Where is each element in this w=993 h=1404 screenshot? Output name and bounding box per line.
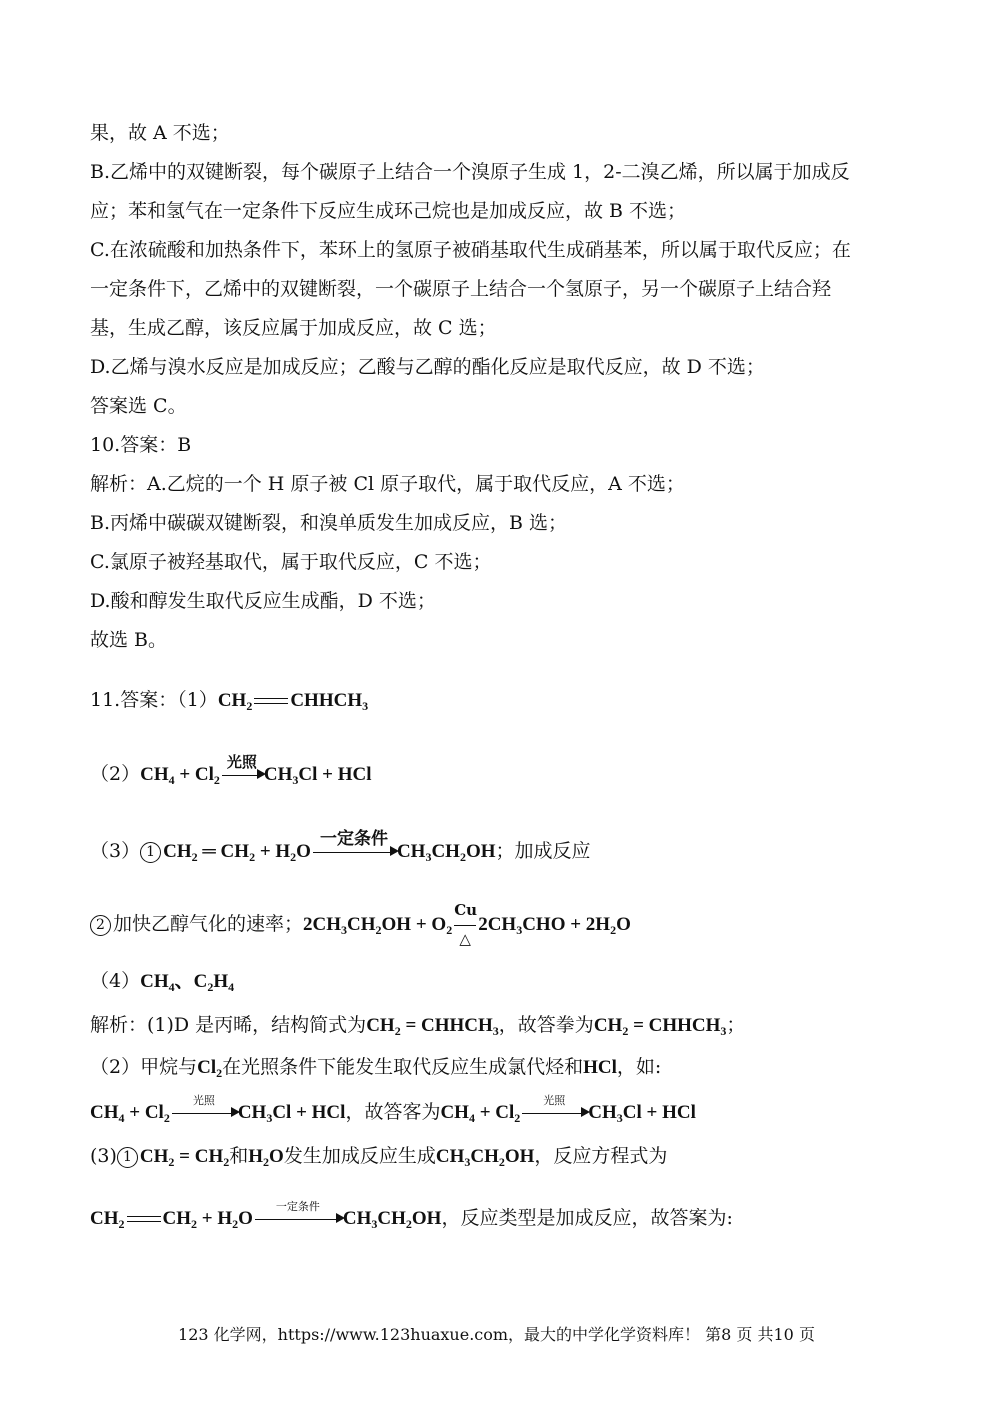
arrow-condition: 光照 <box>226 752 257 771</box>
text-line: C.在浓硫酸和加热条件下，苯环上的氢原子被硝基取代生成硝基苯，所以属于取代反应；在 <box>90 239 851 261</box>
analysis-line: $CH_4 + Cl_2$ 光照 $CH_3Cl$ + HCl，故答客为$CH_4 + Cl_2$ 光照 $CH_3Cl$ + HCl <box>90 1100 893 1125</box>
text: 加快乙醇气化的速率； <box>113 913 304 935</box>
analysis-line: (3) 1 $CH_2 = CH_2$和$H_2O$发生加成反应生成$CH_3CH_2OH$，反应方程式为 <box>90 1145 668 1169</box>
text: 在光照条件下能发生取代反应生成氯代烃和 <box>222 1056 584 1078</box>
analysis-line: $CH_2$ $CH_2 + H_2O$ 一定条件 $CH_3CH_2OH$，反应类型是加成反应，故答案为: <box>90 1206 893 1231</box>
part-label: （3） <box>90 840 141 862</box>
text-line: 故选 B。 <box>90 629 168 651</box>
text-line: D.酸和醇发生取代反应生成酯，D 不选； <box>90 590 436 612</box>
answer-11-part1: 11.答案：$(1)CH_2$ $CHHCH_3$ <box>90 689 369 713</box>
page-footer: 123 化学网，https://www.123huaxue.com，最大的中学化学资料库！ 第8 页 共10 页 <box>178 1325 815 1344</box>
text-line: 一定条件下，乙烯中的双键断裂，一个碳原子上结合一个氢原子，另一个碳原子上结合羟 <box>90 278 832 300</box>
text-line: 果，故 A 不选； <box>90 122 230 144</box>
text: ，故答拳为 <box>498 1014 594 1036</box>
text: ，如: <box>616 1056 662 1078</box>
text-line: B.乙烯中的双键断裂，每个碳原子上结合一个溴原子生成 1，2-二溴乙烯，所以属于加成反 <box>90 161 850 183</box>
part-label: （2） <box>90 763 141 785</box>
reaction-type: ；加成反应 <box>495 840 591 862</box>
arrow-condition: 光照 <box>543 1093 566 1107</box>
arrow-condition: 光照 <box>192 1093 215 1107</box>
text: （2）甲烷与 <box>90 1056 198 1078</box>
text: 解析：(1)D 是丙晞，结构简式为 <box>90 1014 367 1036</box>
answer-10: 10.答案：B <box>90 434 192 456</box>
part-label: （4） <box>90 970 141 992</box>
text: ，反应方程式为 <box>534 1145 668 1167</box>
text-line: 解析：A.乙烷的一个 H 原子被 Cl 原子取代，属于取代反应，A 不选； <box>90 473 685 495</box>
answer-11-part4: $(4)CH_4$、$C_2H_4$ <box>90 970 235 994</box>
circled-number: 2 <box>90 915 111 936</box>
text-line: 答案选 C。 <box>90 395 187 417</box>
text-line: 基，生成乙醇，该反应属于加成反应，故 C 选； <box>90 317 497 339</box>
text-line: 应；苯和氢气在一定条件下反应生成环己烷也是加成反应，故 B 不选； <box>90 200 687 222</box>
answer-11-part3: （3） 1 $CH_2$ ═ $CH_2 + H_2O$ 一定条件 $CH_3CH_2OH$；加成反应 <box>90 828 591 864</box>
text: 和 <box>229 1145 249 1167</box>
analysis-line: （2）甲烷与$Cl_2$在光照条件下能发生取代反应生成氯代烃和HCl，如: <box>90 1056 662 1080</box>
answer-11-label: 11.答案：（1） <box>90 689 218 711</box>
text: ，反应类型是加成反应，故答案为: <box>441 1207 733 1229</box>
heat-symbol: △ <box>459 929 471 948</box>
answer-11-part3b: 2 加快乙醇气化的速率；$2CH_3CH_2OH + O_2$ Cu △ $2CH_3CHO + 2H_2O$ <box>90 912 893 937</box>
text: (3) <box>90 1145 117 1167</box>
text-line: B.丙烯中碳碳双键断裂，和溴单质发生加成反应，B 选； <box>90 512 568 534</box>
arrow-condition: 一定条件 <box>275 1199 320 1213</box>
circled-number: 1 <box>140 842 161 863</box>
text: ，故答客为 <box>345 1101 441 1123</box>
text-line: D.乙烯与溴水反应是加成反应；乙酸与乙醇的酯化反应是取代反应，故 D 不选； <box>90 356 765 378</box>
circled-number: 1 <box>117 1147 138 1168</box>
text-line: C.氯原子被羟基取代，属于取代反应，C 不选； <box>90 551 492 573</box>
analysis-line: 解析：(1)D 是丙晞，结构简式为$CH_2$ = $CHHCH_3$，故答拳为$CH_2$ = $CHHCH_3$； <box>90 1014 746 1038</box>
text: 发生加成反应生成 <box>283 1145 436 1167</box>
arrow-condition: 一定条件 <box>319 828 388 849</box>
answer-11-part2: $(2)CH_4 + Cl_2$ 光照 $CH_3Cl$ + HCl <box>90 762 893 787</box>
catalyst-label: Cu <box>454 900 478 919</box>
text: ； <box>726 1014 746 1036</box>
